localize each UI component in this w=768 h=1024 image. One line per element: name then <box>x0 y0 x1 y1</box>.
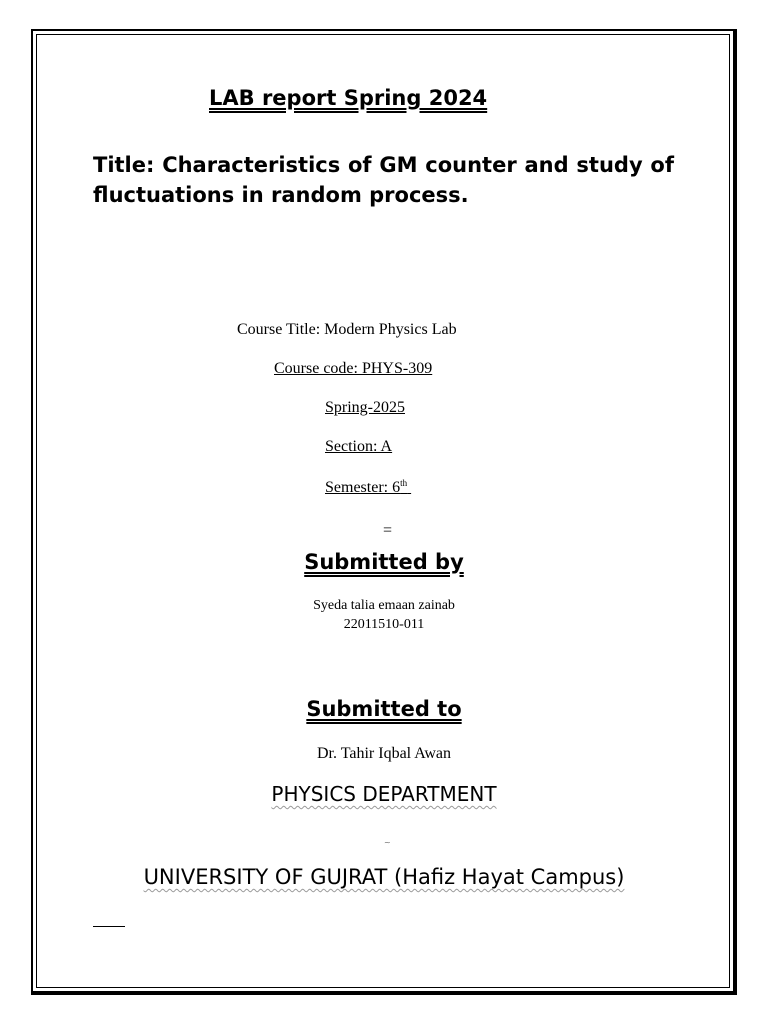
semester-text: Semester: 6 <box>325 479 401 496</box>
submitted-by-heading <box>0 550 768 574</box>
submitted-to-label: Submitted to <box>306 697 462 721</box>
course-title: Course Title: Modern Physics Lab <box>237 321 457 338</box>
course-section: Section: A <box>325 438 393 455</box>
department-line <box>0 782 768 806</box>
university-line <box>0 865 768 889</box>
submitted-to-heading <box>0 697 768 721</box>
stray-mark: ~ <box>384 838 391 847</box>
report-title: Title: Characteristics of GM counter and study of fluctuations in random process. <box>93 153 674 207</box>
university-name: UNIVERSITY OF GUJRAT (Hafiz Hayat Campus) <box>143 865 625 889</box>
department-name: PHYSICS DEPARTMENT <box>271 782 497 806</box>
short-rule <box>93 926 125 927</box>
submitted-by-label: Submitted by <box>304 550 464 574</box>
student-roll-number: 22011510-011 <box>343 617 425 632</box>
semester-superscript: th <box>400 478 408 488</box>
student-name: Syeda talia emaan zainab <box>313 598 455 613</box>
course-term: Spring-2025 <box>325 399 405 416</box>
supervisor-name: Dr. Tahir Iqbal Awan <box>317 745 451 762</box>
course-code: Course code: PHYS-309 <box>274 360 433 377</box>
equals-sign: = <box>383 522 393 539</box>
course-semester <box>325 478 411 497</box>
report-heading: LAB report Spring 2024 <box>209 86 488 110</box>
